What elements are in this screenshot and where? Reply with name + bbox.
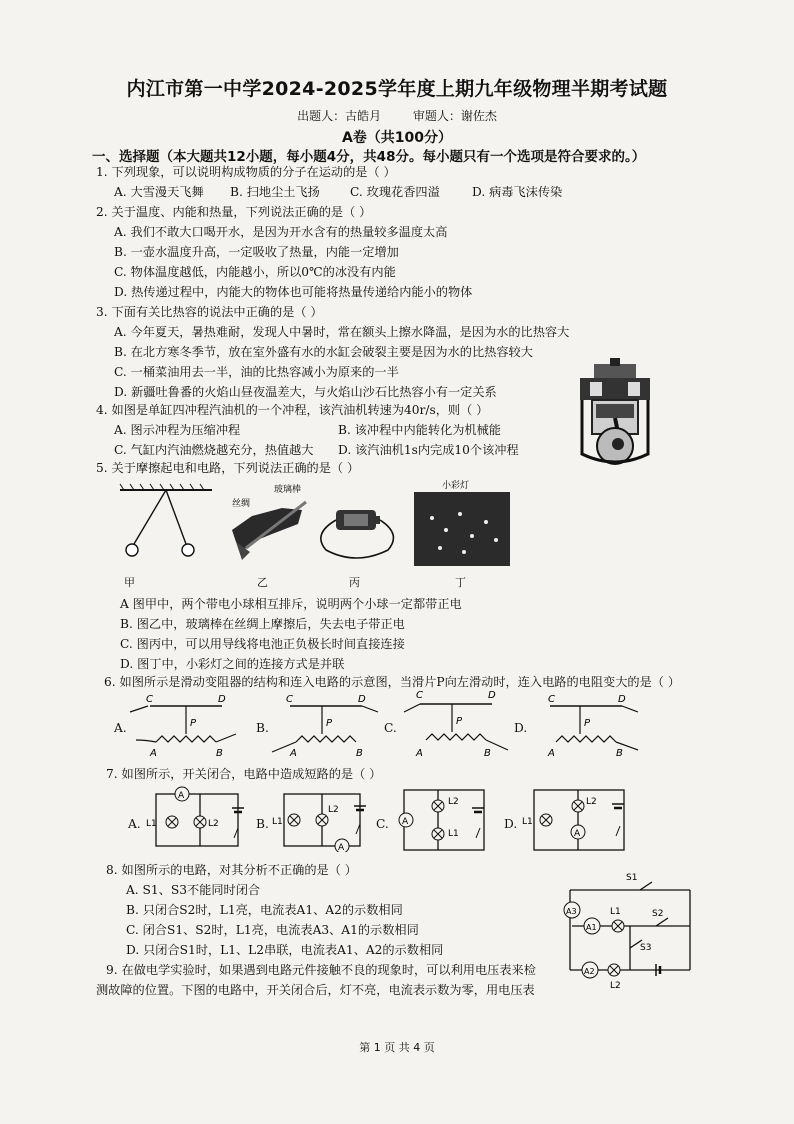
svg-text:S3: S3	[640, 943, 652, 953]
q5-option-b: B. 图乙中，玻璃棒在丝绸上摩擦后，失去电子带正电	[120, 617, 405, 631]
fig-jia-suspended-balls	[116, 482, 216, 572]
svg-text:C: C	[286, 694, 293, 705]
svg-text:A3: A3	[566, 907, 577, 916]
q7-circuit-b	[270, 784, 370, 852]
q6-rheostat-c	[396, 686, 514, 760]
caption-yi: 乙	[257, 576, 268, 589]
q2-option-c: C. 物体温度越低，内能越小，所以0℃的冰没有内能	[114, 265, 396, 279]
svg-text:P: P	[190, 718, 197, 729]
svg-text:L2: L2	[586, 797, 597, 807]
silk-label: 丝绸	[232, 499, 251, 509]
q6-rheostat-d	[526, 690, 644, 760]
q6-stem: 6. 如图所示是滑动变阻器的结构和连入电路的示意图，当滑片P向左滑动时，连入电路的电阻变大的是（ ）	[104, 675, 681, 689]
section-heading: 一、选择题（本大题共12小题，每小题4分，共48分。每小题只有一个选项是符合要求的。）	[92, 149, 646, 165]
svg-text:D: D	[358, 694, 366, 705]
q8-stem: 8. 如图所示的电路，对其分析不正确的是（ ）	[106, 863, 357, 877]
q4-option-a: A. 图示冲程为压缩冲程	[114, 423, 241, 437]
q4-stem: 4. 如图是单缸四冲程汽油机的一个冲程，该汽油机转速为40r/s，则（ ）	[96, 403, 489, 417]
svg-text:B: B	[484, 748, 491, 759]
fig-bing-battery-wire	[316, 504, 398, 568]
q3-option-c: C. 一桶菜油用去一半，油的比热容减小为原来的一半	[114, 365, 399, 379]
rod-label: 玻璃棒	[274, 485, 302, 495]
volume-heading: A卷（共100分）	[341, 130, 453, 146]
q8-option-d: D. 只闭合S1时，L1、L2串联，电流表A1、A2的示数相同	[126, 943, 444, 957]
q5-option-d: D. 图丁中，小彩灯之间的连接方式是并联	[120, 657, 345, 671]
svg-text:B: B	[616, 748, 623, 759]
svg-text:L1: L1	[522, 817, 533, 827]
authors-line	[0, 107, 794, 124]
svg-text:L1: L1	[610, 907, 621, 917]
svg-text:D: D	[488, 690, 496, 701]
q4-option-c: C. 气缸内汽油燃烧越充分，热值越大	[114, 443, 314, 457]
engine-cylinder-figure	[574, 358, 656, 468]
q8-option-c: C. 闭合S1、S2时，L1亮，电流表A3、A1的示数相同	[126, 923, 419, 937]
q3-option-d: D. 新疆吐鲁番的火焰山昼夜温差大，与火焰山沙石比热容小有一定关系	[114, 385, 497, 399]
caption-ding: 丁	[455, 576, 466, 589]
fig-ding-string-lights	[412, 478, 512, 570]
svg-text:A: A	[338, 843, 345, 852]
q1-option-a: A. 大雪漫天飞舞	[114, 185, 204, 199]
q7-circuit-c	[392, 784, 492, 854]
q6-option-d-label: D.	[514, 721, 528, 735]
q3-option-b: B. 在北方寒冬季节，放在室外盛有水的水缸会破裂主要是因为水的比热容较大	[114, 345, 533, 359]
svg-text:L1: L1	[146, 819, 157, 829]
svg-text:A: A	[402, 817, 409, 827]
svg-text:C: C	[146, 694, 153, 705]
q7-option-b-label: B.	[256, 817, 269, 831]
svg-text:L2: L2	[208, 819, 219, 829]
svg-text:P: P	[326, 718, 333, 729]
svg-text:D: D	[218, 694, 226, 705]
svg-text:A: A	[416, 748, 423, 759]
q7-option-d-label: D.	[504, 817, 518, 831]
caption-jia: 甲	[124, 576, 135, 589]
q1-option-c: C. 玫瑰花香四溢	[350, 185, 440, 199]
svg-text:A: A	[574, 829, 581, 839]
svg-text:S2: S2	[652, 909, 664, 919]
q7-option-a-label: A.	[128, 817, 141, 831]
q3-option-a: A. 今年夏天，暑热难耐，发现人中暑时，常在额头上擦水降温，是因为水的比热容大	[114, 325, 570, 339]
q2-stem: 2. 关于温度、内能和热量，下列说法正确的是（ ）	[96, 205, 372, 219]
q6-option-a-label: A.	[114, 721, 127, 735]
svg-text:P: P	[584, 718, 591, 729]
q1-option-b: B. 扫地尘土飞扬	[230, 185, 320, 199]
q9-line2: 测故障的位置。下图的电路中，开关闭合后，灯不亮，电流表示数为零，用电压表	[96, 983, 535, 997]
q1-option-d: D. 病毒飞沫传染	[472, 185, 563, 199]
caption-bing: 丙	[349, 576, 360, 589]
q7-circuit-a	[146, 784, 246, 852]
q5-option-c: C. 图丙中，可以用导线将电池正负极长时间直接连接	[120, 637, 405, 651]
q2-option-b: B. 一壶水温度升高，一定吸收了热量，内能一定增加	[114, 245, 399, 259]
q9-line1: 9. 在做电学实验时，如果遇到电路元件接触不良的现象时，可以利用电压表来检	[106, 963, 536, 977]
fig-yi-glass-rod-silk	[222, 480, 312, 570]
svg-text:A: A	[290, 748, 297, 759]
svg-text:A: A	[548, 748, 555, 759]
q3-stem: 3. 下面有关比热容的说法中正确的是（ ）	[96, 305, 323, 319]
svg-text:B: B	[216, 748, 223, 759]
svg-text:P: P	[456, 716, 463, 727]
author: 出题人：古皓月	[297, 109, 382, 123]
q6-option-b-label: B.	[256, 721, 269, 735]
svg-text:A: A	[178, 791, 185, 801]
svg-text:A1: A1	[586, 923, 597, 932]
q2-option-d: D. 热传递过程中，内能大的物体也可能将热量传递给内能小的物体	[114, 285, 473, 299]
svg-text:C: C	[416, 690, 423, 701]
q7-circuit-d	[520, 784, 630, 854]
q7-option-c-label: C.	[376, 817, 389, 831]
q4-option-b: B. 该冲程中内能转化为机械能	[338, 423, 501, 437]
q5-stem: 5. 关于摩擦起电和电路，下列说法正确的是（ ）	[96, 461, 360, 475]
page-footer: 第 1 页 共 4 页	[359, 1041, 435, 1054]
svg-text:D: D	[618, 694, 626, 705]
svg-text:A2: A2	[584, 967, 595, 976]
reviewer: 审题人：谢佐杰	[412, 109, 497, 123]
lamp-label: 小彩灯	[442, 481, 470, 491]
q1-stem: 1. 下列现象，可以说明构成物质的分子在运动的是（ ）	[96, 165, 396, 179]
q6-option-c-label: C.	[384, 721, 397, 735]
q2-option-a: A. 我们不敢大口喝开水，是因为开水含有的热量较多温度太高	[114, 225, 448, 239]
q6-rheostat-a	[126, 690, 242, 760]
q4-option-d: D. 该汽油机1s内完成10个该冲程	[338, 443, 519, 457]
q8-circuit	[560, 870, 700, 990]
q8-option-b: B. 只闭合S2时，L1亮，电流表A1、A2的示数相同	[126, 903, 403, 917]
svg-text:C: C	[548, 694, 555, 705]
q8-option-a: A. S1、S3不能同时闭合	[126, 883, 261, 897]
svg-text:S1: S1	[626, 873, 638, 883]
q6-rheostat-b	[266, 690, 382, 760]
q5-option-a: A 图甲中，两个带电小球相互排斥，说明两个小球一定都带正电	[120, 597, 462, 611]
svg-text:L1: L1	[448, 829, 459, 839]
svg-text:L2: L2	[610, 981, 621, 990]
svg-text:L1: L1	[272, 817, 283, 827]
svg-text:L2: L2	[328, 805, 339, 815]
svg-text:L2: L2	[448, 797, 459, 807]
svg-text:A: A	[150, 748, 157, 759]
svg-text:B: B	[356, 748, 363, 759]
exam-title: 内江市第一中学2024-2025学年度上期九年级物理半期考试题	[126, 78, 668, 100]
q7-stem: 7. 如图所示，开关闭合，电路中造成短路的是（ ）	[106, 767, 382, 781]
